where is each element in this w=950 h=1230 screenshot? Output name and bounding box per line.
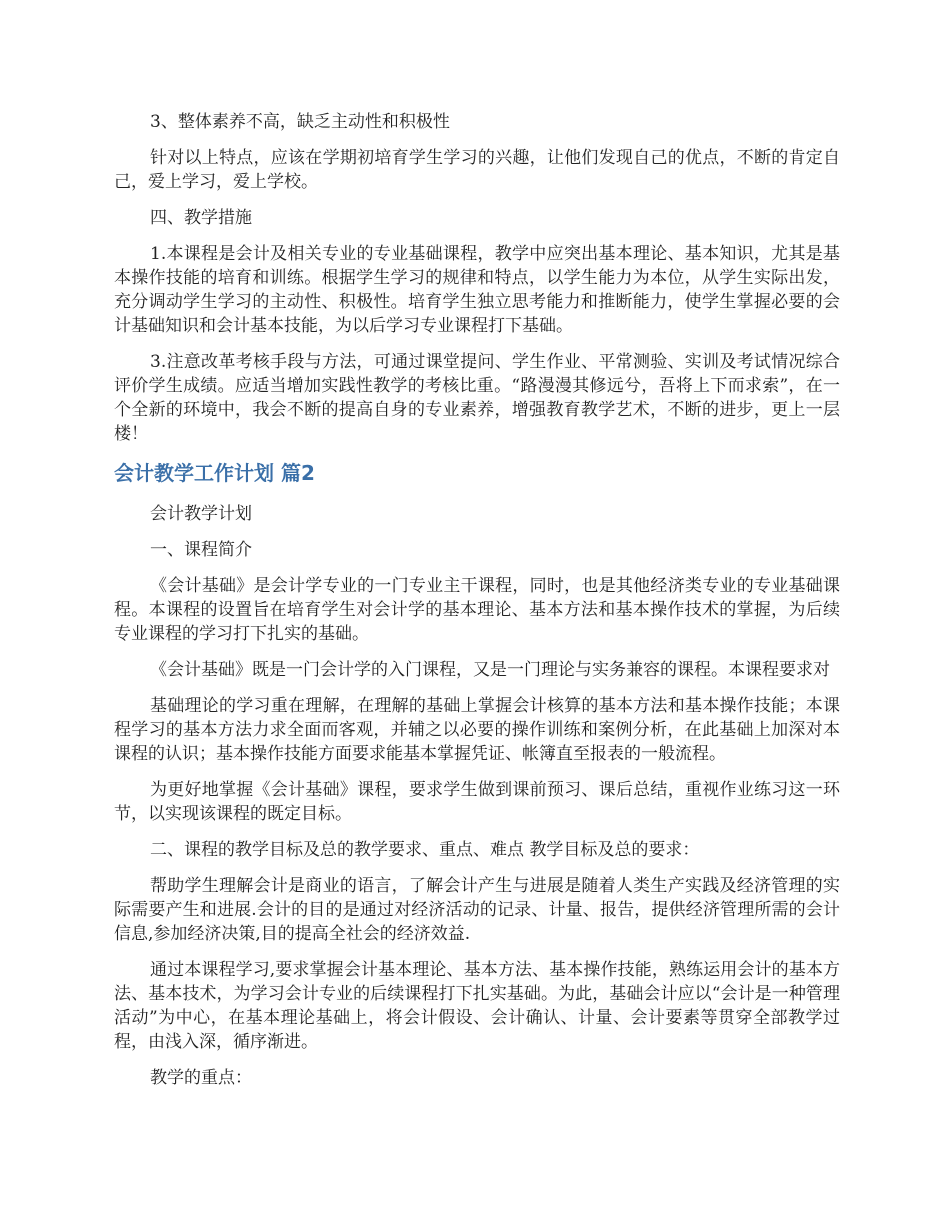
section-heading: 会计教学工作计划 篇2 [114,461,315,485]
paragraph: 为更好地掌握《会计基础》课程，要求学生做到课前预习、课后总结，重视作业练习这一环节，以实现该课程的既定目标。 [114,780,840,824]
paragraph: 帮助学生理解会计是商业的语言，了解会计产生与进展是随着人类生产实践及经济管理的实际需要产生和进展.会计的目的是通过对经济活动的记录、计量、报告，提供经济管理所需的会计信息,参加经济决策,目的提高全社会的经济效益. [114,876,840,944]
paragraph: 二、课程的教学目标及总的教学要求、重点、难点 教学目标及总的要求： [150,840,700,860]
document-page [114,110,840,1102]
paragraph: 基础理论的学习重在理解，在理解的基础上掌握会计核算的基本方法和基本操作技能；本课程学习的基本方法力求全面而客观，并辅之以必要的操作训练和案例分析，在此基础上加深对本课程的认识；基本操作技能方面要求能基本掌握凭证、帐簿直至报表的一般流程。 [114,696,840,764]
paragraph: 四、教学措施 [150,208,252,228]
paragraph: 教学的重点： [150,1068,252,1088]
paragraph: 会计教学计划 [150,504,252,524]
paragraph: 针对以上特点，应该在学期初培育学生学习的兴趣，让他们发现自己的优点，不断的肯定自己，爱上学习，爱上学校。 [114,148,840,192]
paragraph: 通过本课程学习,要求掌握会计基本理论、基本方法、基本操作技能，熟练运用会计的基本方法、基本技术，为学习会计专业的后续课程打下扎实基础。为此，基础会计应以“会计是一种管理活动”为中心，在基本理论基础上，将会计假设、会计确认、计量、会计要素等贯穿全部教学过程，由浅入深，循序渐进。 [114,960,840,1052]
paragraph: 《会计基础》是会计学专业的一门专业主干课程，同时，也是其他经济类专业的专业基础课程。本课程的设置旨在培育学生对会计学的基本理论、基本方法和基本操作技术的掌握，为后续专业课程的学习打下扎实的基础。 [114,576,840,644]
paragraph: 1.本课程是会计及相关专业的专业基础课程，教学中应突出基本理论、基本知识，尤其是基本操作技能的培育和训练。根据学生学习的规律和特点，以学生能力为本位，从学生实际出发，充分调动学生学习的主动性、积极性。培育学生独立思考能力和推断能力，使学生掌握必要的会计基础知识和会计基本技能，为以后学习专业课程打下基础。 [114,244,840,336]
paragraph: 一、课程简介 [150,540,252,560]
paragraph: 3、整体素养不高，缺乏主动性和积极性 [150,112,450,132]
paragraph: 3.注意改革考核手段与方法，可通过课堂提问、学生作业、平常测验、实训及考试情况综合评价学生成绩。应适当增加实践性教学的考核比重。“路漫漫其修远兮，吾将上下而求索”，在一个全新的环境中，我会不断的提高自身的专业素养，增强教育教学艺术，不断的进步，更上一层楼！ [114,352,840,444]
paragraph: 《会计基础》既是一门会计学的入门课程，又是一门理论与实务兼容的课程。本课程要求对 [150,660,830,680]
